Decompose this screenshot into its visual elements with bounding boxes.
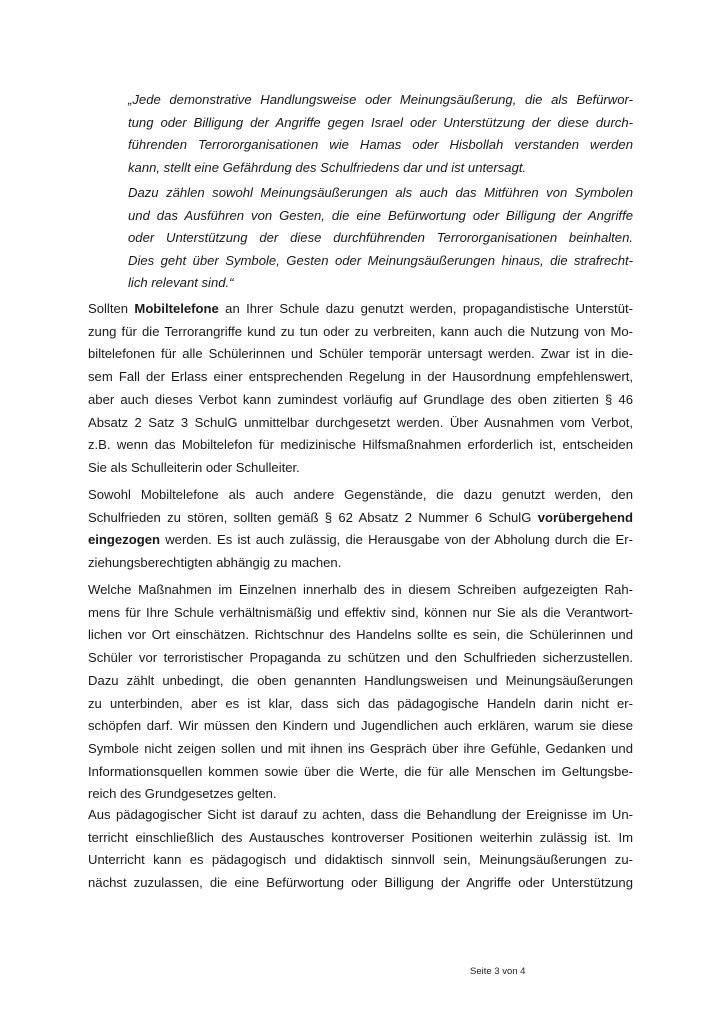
text-line: aber auch dieses Verbot kann zumindest vorläufig auf Grundlage des oben zitierten § 46: [88, 391, 633, 407]
text-line: kann, stellt eine Gefährdung des Schulfriedens dar und ist untersagt.: [128, 159, 527, 175]
text-line: Dazu zählt unbedingt, die oben genannten Handlungsweisen und Meinungsäußerungen: [88, 672, 633, 688]
text-line: biltelefonen für alle Schülerinnen und Schüler temporär untersagt werden. Zwar ist in die-: [88, 346, 633, 362]
text-line: Sie als Schulleiterin oder Schulleiter.: [88, 459, 300, 475]
text-line: lich relevant sind.“: [128, 275, 234, 291]
text-line: Informationsquellen kommen sowie über die Werte, die für alle Menschen im Geltungsbe-: [88, 763, 633, 779]
text-line: reich des Grundgesetzes gelten.: [88, 786, 277, 802]
text-line: Dazu zählen sowohl Meinungsäußerungen als auch das Mitführen von Symbolen: [128, 185, 633, 200]
bold-term: Mobiltelefone: [134, 301, 219, 316]
page-number-footer: Seite 3 von 4: [470, 966, 526, 977]
text-line: Welche Maßnahmen im Einzelnen innerhalb des in diesem Schreiben aufgezeigten Rah-: [88, 582, 633, 597]
text-line: zu unterbinden, aber es ist klar, dass sich das pädagogische Handeln darin nicht er-: [88, 695, 633, 711]
body-paragraph-4: [88, 804, 633, 895]
text-line: lichen vor Ort einschätzen. Richtschnur des Handelns sollte es sein, die Schülerinnen und: [88, 627, 633, 643]
bold-term: vorübergehend: [537, 509, 633, 525]
text-line: mens für Ihre Schule verhältnismäßig und effektiv sind, können nur Sie als die Verantwort-: [88, 604, 633, 620]
quote-paragraph-1: [128, 89, 633, 179]
text-line: terricht einschließlich des Austausches kontroverser Positionen weiterhin zulässig ist. Im: [88, 829, 633, 845]
bold-term: eingezogen: [88, 532, 161, 548]
text-line: Dies geht über Symbole, Gesten oder Meinungsäußerungen hinaus, die strafrecht-: [128, 252, 633, 268]
text-line: z.B. wenn das Mobiltelefon für medizinische Hilfsmaßnahmen erforderlich ist, entscheiden: [88, 437, 633, 453]
text-line: Unterricht kann es pädagogisch und didaktisch sinnvoll sein, Meinungsäußerungen zu-: [88, 852, 633, 868]
text-line: tung oder Billigung der Angriffe gegen Israel oder Unterstützung der diese durch-: [128, 114, 633, 130]
body-paragraph-2: [88, 484, 633, 575]
body-paragraph-3: [88, 579, 633, 806]
text-line: schöpfen darf. Wir müssen den Kindern und Jugendlichen auch erklären, warum sie diese: [88, 718, 633, 734]
text-line: nächst zuzulassen, die eine Befürwortung oder Billigung der Angriffe oder Unterstützung: [88, 875, 633, 891]
text-line: „Jede demonstrative Handlungsweise oder Meinungsäußerung, die als Befürwor-: [128, 92, 633, 107]
text-line: Sollten Mobiltelefone an Ihrer Schule dazu genutzt werden, propagandistische Unterstüt-: [88, 301, 633, 316]
text-line: Absatz 2 Satz 3 SchulG unmittelbar durchgesetzt werden. Über Ausnahmen vom Verbot,: [88, 414, 633, 430]
quote-paragraph-2: [128, 182, 633, 295]
text-line: zung für die Terrorangriffe kund zu tun oder zu verbreiten, kann auch die Nutzung von Mo-: [88, 323, 633, 339]
text-line: sem Fall der Erlass einer entsprechenden Regelung in der Hausordnung empfehlenswert,: [88, 369, 633, 385]
text-line: ziehungsberechtigten abhängig zu machen.: [88, 555, 342, 571]
body-paragraph-1: [88, 298, 633, 480]
text-line: Aus pädagogischer Sicht ist darauf zu achten, dass die Behandlung der Ereignisse im Un-: [88, 807, 633, 822]
text-line: Sowohl Mobiltelefone als auch andere Gegenstände, die dazu genutzt werden, den: [88, 487, 633, 502]
text-line: Schüler vor terroristischer Propaganda zu schützen und den Schulfrieden sicherzustellen.: [88, 650, 633, 666]
text-line: oder Unterstützung der diese durchführenden Terrororganisationen beinhalten.: [128, 230, 633, 246]
text-line: Schulfrieden zu stören, sollten gemäß § 62 Absatz 2 Nummer 6 SchulG vorübergehend: [88, 509, 633, 525]
text-line: und das Ausführen von Gesten, die eine Befürwortung oder Billigung der Angriffe: [128, 207, 633, 223]
text-line: führenden Terrororganisationen wie Hamas oder Hisbollah verstanden werden: [128, 137, 633, 153]
text-line: Symbole nicht zeigen sollen und mit ihnen ins Gespräch über ihre Gefühle, Gedanken und: [88, 740, 633, 756]
text-line: eingezogen werden. Es ist auch zulässig, die Herausgabe von der Abholung durch die Er-: [88, 532, 633, 548]
